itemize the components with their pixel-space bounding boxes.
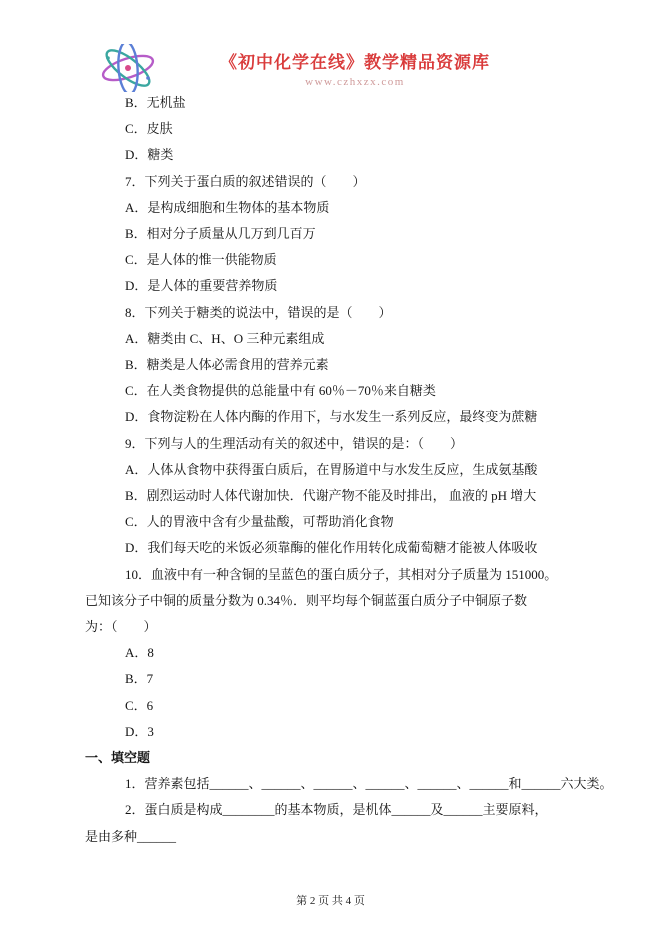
text-line: C．皮肤 <box>125 121 173 137</box>
text-line: B．无机盐 <box>125 95 186 110</box>
header-title: 《初中化学在线》教学精品资源库 <box>220 53 490 72</box>
page-footer <box>0 892 661 908</box>
text-line: D．我们每天吃的米饭必须靠酶的催化作用转化成葡萄糖才能被人体吸收 <box>125 540 538 556</box>
text-line: 7．下列关于蛋白质的叙述错误的（ ） <box>125 173 366 189</box>
text-line: B．相对分子质量从几万到几百万 <box>125 226 316 242</box>
text-line: C．在人类食物提供的总能量中有 60％－70％来自糖类 <box>125 383 436 399</box>
document-header <box>98 44 490 92</box>
header-url: www.czhxzx.com <box>305 76 405 88</box>
text-line: A．是构成细胞和生物体的基本物质 <box>125 199 330 215</box>
text-line: 为：（ ） <box>85 619 157 635</box>
text-line: 8．下列关于糖类的说法中，错误的是（ ） <box>125 304 392 320</box>
text-line: A．人体从食物中获得蛋白质后，在胃肠道中与水发生反应，生成氨基酸 <box>125 461 538 477</box>
text-line: D．是人体的重要营养物质 <box>125 278 278 294</box>
text-line: 10．血液中有一种含铜的呈蓝色的蛋白质分子，其相对分子质量为 151000。 <box>125 566 558 582</box>
text-line: 是由多种______ <box>85 828 177 844</box>
page-number-label: 第 2 页 共 4 页 <box>296 895 365 907</box>
text-line: D．食物淀粉在人体内酶的作用下，与水发生一系列反应，最终变为蔗糖 <box>125 409 538 425</box>
header-text-block <box>220 48 490 88</box>
text-line: C．6 <box>125 697 154 713</box>
text-line: B．7 <box>125 671 154 687</box>
text-line: B．剧烈运动时人体代谢加快．代谢产物不能及时排出， 血液的 pH 增大 <box>125 488 537 504</box>
atom-logo-icon <box>98 44 158 92</box>
text-line: A．糖类由 C、H、O 三种元素组成 <box>125 330 325 346</box>
text-line: D．3 <box>125 723 154 739</box>
text-line: A．8 <box>125 645 154 661</box>
text-line: 一、填空题 <box>85 750 151 766</box>
text-line: 2．蛋白质是构成________的基本物质，是机体______及______主要原料， <box>125 802 548 818</box>
text-line: B．糖类是人体必需食用的营养元素 <box>125 357 329 373</box>
document-body <box>85 90 613 850</box>
text-line: 9．下列与人的生理活动有关的叙述中，错误的是：（ ） <box>125 435 464 451</box>
text-line: C．人的胃液中含有少量盐酸，可帮助消化食物 <box>125 514 394 530</box>
text-line: 1．营养素包括______、______、______、______、______、______和______六大类。 <box>125 776 613 792</box>
text-line: C．是人体的惟一供能物质 <box>125 252 277 268</box>
text-line: 已知该分子中铜的质量分数为 0.34％．则平均每个铜蓝蛋白质分子中铜原子数 <box>85 592 528 608</box>
text-line: D．糖类 <box>125 147 174 163</box>
